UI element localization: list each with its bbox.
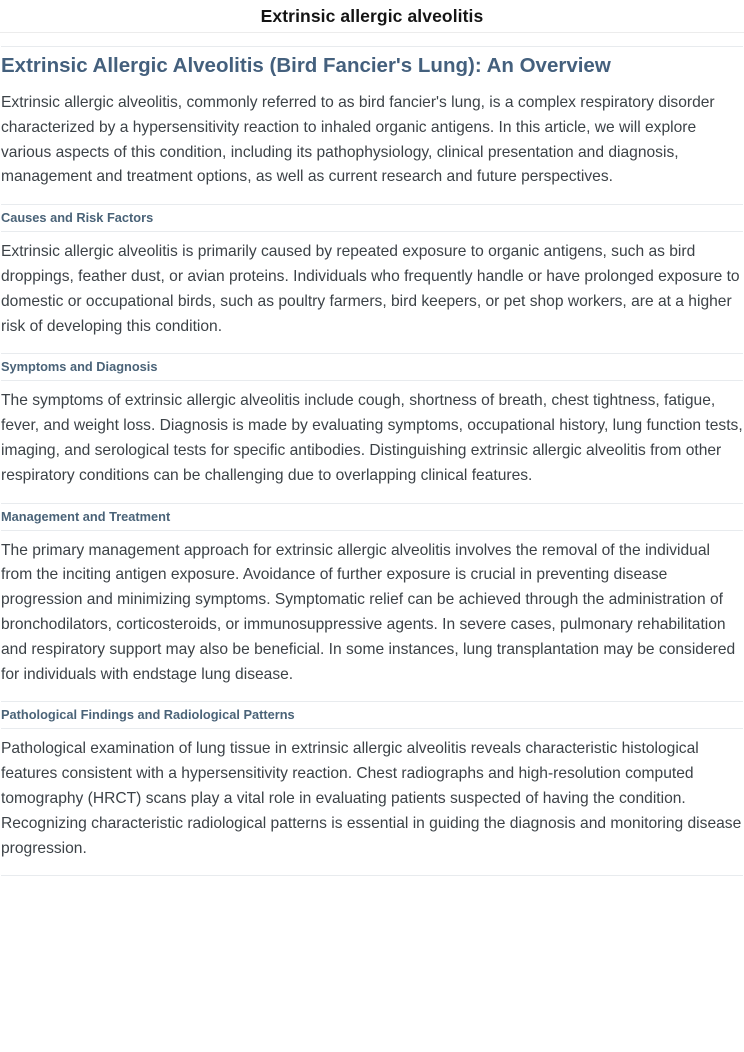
article-section [1,701,743,876]
article-heading: Extrinsic Allergic Alveolitis (Bird Fancier's Lung): An Overview [1,54,611,77]
article-section [1,204,743,353]
section-paragraph: The primary management approach for extrinsic allergic alveolitis involves the removal of the individual from the inciting antigen exposure. Avoidance of further exposure is crucial in preventing disease progression and minimizing symptoms. Symptomatic relief can be achieved through the administration of bronchodilators, corticosteroids, or immunosuppressive agents. In severe cases, pulmonary rehabilitation and respiratory support may also be beneficial. In some instances, lung transplantation may be considered for individuals with endstage lung disease. [1,541,736,683]
section-paragraph: Pathological examination of lung tissue in extrinsic allergic alveolitis reveals characteristic histological features consistent with a hypersensitivity reaction. Chest radiographs and high-resolution computed tomography (HRCT) scans play a vital role in evaluating patients suspected of having the condition. Recognizing characteristic radiological patterns is essential in guiding the diagnosis and monitoring disease progression. [1,729,743,876]
section-heading: Management and Treatment [1,503,743,531]
page-title: Extrinsic allergic alveolitis [260,5,484,26]
section-heading: Pathological Findings and Radiological Patterns [1,701,743,729]
page-header [0,0,744,33]
sections-container [1,204,743,876]
section-heading: Causes and Risk Factors [1,204,743,232]
article-section [1,503,743,702]
section-heading: Symptoms and Diagnosis [1,353,743,381]
article-heading-block [1,46,743,83]
intro-paragraph: Extrinsic allergic alveolitis, commonly referred to as bird fancier's lung, is a complex respiratory disorder characterized by a hypersensitivity reaction to inhaled organic antigens. In this article, we will explore various aspects of this condition, including its pathophysiology, clinical presentation and diagnosis, management and treatment options, as well as current research and future perspectives. [1,94,715,186]
article-section [1,353,743,502]
section-paragraph: The symptoms of extrinsic allergic alveolitis include cough, shortness of breath, chest tightness, fatigue, fever, and weight loss. Diagnosis is made by evaluating symptoms, occupational history, lung function tests, imaging, and serological tests for specific antibodies. Distinguishing extrinsic allergic alveolitis from other respiratory conditions can be challenging due to overlapping clinical features. [1,392,743,484]
article-content [1,46,743,876]
section-paragraph: Extrinsic allergic alveolitis is primarily caused by repeated exposure to organic antigens, such as bird droppings, feather dust, or avian proteins. Individuals who frequently handle or have prolonged exposure to domestic or occupational birds, such as poultry farmers, bird keepers, or pet shop workers, are at a higher risk of developing this condition. [1,243,740,335]
